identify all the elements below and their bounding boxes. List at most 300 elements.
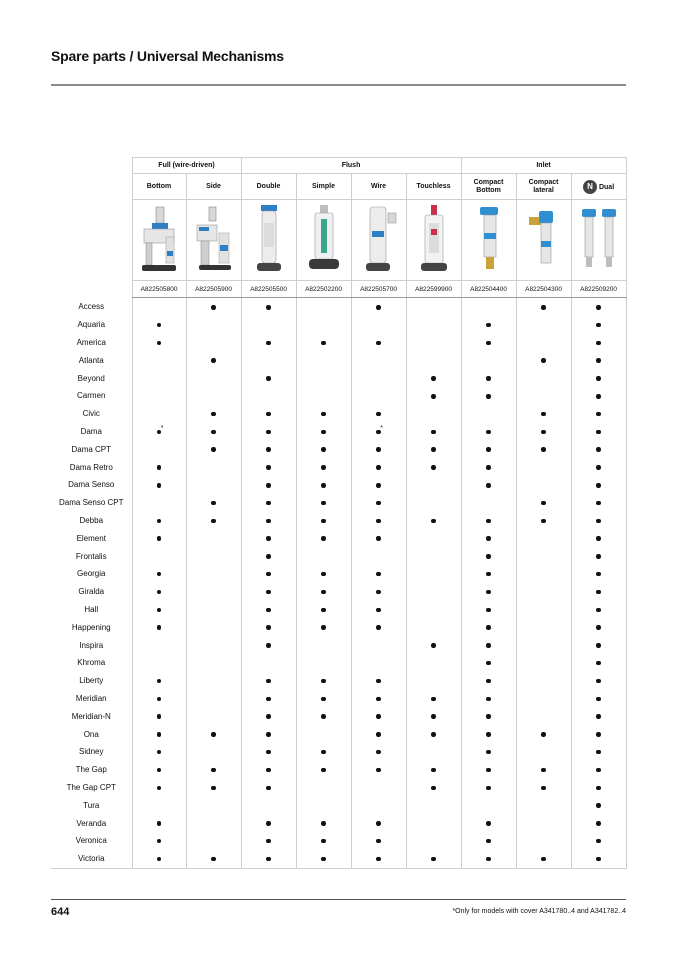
compat-cell (351, 636, 406, 654)
compat-cell (296, 796, 351, 814)
compatible-dot (157, 697, 162, 702)
compat-cell (351, 351, 406, 369)
compat-cell (516, 654, 571, 672)
compatible-dot (157, 536, 162, 541)
compat-cell (351, 707, 406, 725)
compat-cell (406, 743, 461, 761)
compat-cell (132, 796, 186, 814)
compat-cell (186, 743, 241, 761)
compat-cell (461, 672, 516, 690)
compat-cell (516, 512, 571, 530)
compatible-dot (266, 501, 271, 506)
compat-cell (296, 672, 351, 690)
compat-cell (132, 672, 186, 690)
compat-cell (571, 512, 626, 530)
compatible-dot (596, 643, 601, 648)
model-name: Dama Senso CPT (59, 498, 124, 508)
compatible-dot (266, 857, 271, 862)
compat-cell (296, 832, 351, 850)
compat-cell (516, 814, 571, 832)
bottom-divider (51, 899, 626, 900)
compatible-dot (596, 697, 601, 702)
compat-cell (241, 707, 296, 725)
compat-cell (132, 512, 186, 530)
compat-cell (241, 494, 296, 512)
compatible-dot (486, 750, 491, 755)
compat-cell (406, 387, 461, 405)
compatible-dot (321, 572, 326, 577)
table-row (51, 832, 626, 850)
compat-cell (571, 565, 626, 583)
compat-cell (516, 298, 571, 316)
compatible-dot (157, 768, 162, 773)
compat-cell (516, 440, 571, 458)
compat-cell (406, 601, 461, 619)
compat-cell (406, 547, 461, 565)
model-name: Carmen (77, 391, 106, 401)
compatible-dot (376, 857, 381, 862)
compat-cell (132, 316, 186, 334)
compatible-dot (157, 519, 162, 524)
product-code-side: A822505900 (186, 281, 241, 298)
compatible-dot (596, 341, 601, 346)
compatible-dot (486, 554, 491, 559)
compatible-dot (486, 590, 491, 595)
compatible-dot (321, 625, 326, 630)
compatible-dot (486, 430, 491, 435)
compat-cell (241, 529, 296, 547)
compatible-dot (596, 625, 601, 630)
compatible-dot (376, 501, 381, 506)
compat-cell (296, 636, 351, 654)
compat-cell (461, 761, 516, 779)
compatible-dot (486, 447, 491, 452)
compatible-dot (321, 341, 326, 346)
table-row (51, 547, 626, 565)
compat-cell (296, 476, 351, 494)
compat-cell (296, 334, 351, 352)
compatible-dot (541, 447, 546, 452)
compat-cell (351, 405, 406, 423)
compat-cell (516, 796, 571, 814)
compat-cell (516, 565, 571, 583)
compatible-dot (266, 679, 271, 684)
compatibility-table (51, 157, 627, 869)
compat-cell (186, 601, 241, 619)
compat-cell (132, 583, 186, 601)
compatible-dot (266, 697, 271, 702)
table-row (51, 814, 626, 832)
compat-cell (406, 636, 461, 654)
compat-cell (406, 298, 461, 316)
compatible-dot (211, 732, 216, 737)
compat-cell (241, 405, 296, 423)
compatible-dot (321, 412, 326, 417)
product-code-double: A822505500 (241, 281, 296, 298)
compatible-dot (266, 483, 271, 488)
compatible-dot (321, 714, 326, 719)
compat-cell (571, 796, 626, 814)
compat-cell (516, 601, 571, 619)
product-code-compact-lateral: A822504300 (516, 281, 571, 298)
compat-cell (296, 565, 351, 583)
compatible-dot (541, 519, 546, 524)
compat-cell (571, 316, 626, 334)
compat-cell (351, 814, 406, 832)
compat-cell (406, 458, 461, 476)
table-row (51, 512, 626, 530)
compatible-dot (266, 305, 271, 310)
table-row (51, 458, 626, 476)
table-row (51, 725, 626, 743)
compat-cell (406, 850, 461, 868)
table-row (51, 334, 626, 352)
compat-cell (241, 850, 296, 868)
compat-cell (296, 618, 351, 636)
compatible-dot (596, 714, 601, 719)
compatible-dot (211, 447, 216, 452)
compatible-dot (321, 430, 326, 435)
compat-cell (571, 583, 626, 601)
compat-cell (241, 423, 296, 441)
compat-cell (241, 316, 296, 334)
compatible-dot (596, 358, 601, 363)
compat-cell (186, 672, 241, 690)
compatible-dot (211, 786, 216, 791)
compat-cell (516, 316, 571, 334)
compat-cell (186, 850, 241, 868)
compatible-dot (596, 554, 601, 559)
compat-cell (516, 547, 571, 565)
compat-cell (186, 334, 241, 352)
compat-cell (571, 405, 626, 423)
model-name: Beyond (77, 373, 105, 383)
compat-cell (406, 529, 461, 547)
compat-cell (461, 654, 516, 672)
compatible-dot (596, 430, 601, 435)
footnote-marker: * (380, 424, 383, 432)
compat-cell (461, 423, 516, 441)
compatible-dot (321, 590, 326, 595)
compat-cell (132, 725, 186, 743)
compat-cell (571, 850, 626, 868)
column-header-simple: Simple (296, 174, 351, 200)
model-name: Meridian-N (71, 711, 111, 721)
compatible-dot (486, 536, 491, 541)
compat-cell (132, 351, 186, 369)
compat-cell (351, 476, 406, 494)
compat-cell (461, 779, 516, 797)
compat-cell (351, 387, 406, 405)
model-name: Hall (84, 604, 99, 614)
compat-cell (186, 725, 241, 743)
compat-cell (516, 369, 571, 387)
compatible-dot (157, 625, 162, 630)
model-name: Dama CPT (71, 444, 112, 454)
table-row (51, 387, 626, 405)
compat-cell (186, 298, 241, 316)
compat-cell (186, 529, 241, 547)
compat-cell (132, 547, 186, 565)
compatible-dot (596, 412, 601, 417)
compat-cell (516, 583, 571, 601)
compat-cell (132, 494, 186, 512)
compat-cell (461, 405, 516, 423)
compat-cell (516, 494, 571, 512)
compat-cell (132, 779, 186, 797)
product-code-wire: A822505700 (351, 281, 406, 298)
compat-cell (351, 618, 406, 636)
compatible-dot (431, 768, 436, 773)
compatible-dot (486, 376, 491, 381)
compatible-dot (157, 839, 162, 844)
compatible-dot (321, 483, 326, 488)
compat-cell (241, 690, 296, 708)
compatible-dot (211, 519, 216, 524)
compat-cell (571, 743, 626, 761)
compatible-dot (376, 424, 383, 435)
compatible-dot (596, 786, 601, 791)
compat-cell (351, 369, 406, 387)
compat-cell (571, 601, 626, 619)
compatible-dot (596, 483, 601, 488)
compat-cell (186, 458, 241, 476)
compat-cell (461, 334, 516, 352)
compat-cell (571, 725, 626, 743)
compat-cell (241, 796, 296, 814)
table-row (51, 529, 626, 547)
compat-cell (571, 761, 626, 779)
compat-cell (406, 583, 461, 601)
compatible-dot (376, 697, 381, 702)
compat-cell (132, 334, 186, 352)
compatible-dot (431, 714, 436, 719)
compat-cell (186, 832, 241, 850)
compat-cell (132, 761, 186, 779)
compatible-dot (486, 679, 491, 684)
product-image-bottom-valve (132, 200, 186, 281)
compat-cell (132, 529, 186, 547)
compatible-dot (266, 430, 271, 435)
model-name: Access (78, 302, 105, 312)
compat-cell (461, 796, 516, 814)
compatible-dot (596, 590, 601, 595)
compatible-dot (431, 697, 436, 702)
compat-cell (406, 405, 461, 423)
compat-cell (351, 601, 406, 619)
compatible-dot (486, 768, 491, 773)
compatible-dot (266, 465, 271, 470)
compat-cell (351, 334, 406, 352)
compatible-dot (486, 839, 491, 844)
compatible-dot (596, 536, 601, 541)
compat-cell (132, 387, 186, 405)
compat-cell (351, 512, 406, 530)
compatible-dot (376, 732, 381, 737)
compat-cell (406, 672, 461, 690)
compat-cell (296, 547, 351, 565)
model-name: America (76, 337, 106, 347)
compat-cell (461, 387, 516, 405)
table-row (51, 672, 626, 690)
model-name: Aquaria (77, 320, 106, 330)
compat-cell (571, 636, 626, 654)
compat-cell (241, 636, 296, 654)
compat-cell (132, 565, 186, 583)
table-row (51, 405, 626, 423)
compat-cell (516, 405, 571, 423)
compat-cell (516, 618, 571, 636)
compat-cell (241, 779, 296, 797)
compat-cell (186, 583, 241, 601)
compat-cell (241, 476, 296, 494)
compat-cell (351, 547, 406, 565)
product-image-row (51, 200, 626, 281)
compat-cell (351, 672, 406, 690)
compat-cell (296, 458, 351, 476)
compat-cell (296, 529, 351, 547)
compat-cell (186, 796, 241, 814)
table-row (51, 779, 626, 797)
compatible-dot (431, 376, 436, 381)
compat-cell (132, 618, 186, 636)
group-header-row (51, 158, 626, 174)
compatible-dot (157, 483, 162, 488)
group-header-inlet: Inlet (461, 158, 626, 174)
compat-cell (571, 351, 626, 369)
page-number: 644 (51, 906, 70, 918)
compat-cell (461, 850, 516, 868)
compatible-dot (486, 714, 491, 719)
compatible-dot (211, 501, 216, 506)
compat-cell (406, 476, 461, 494)
compat-cell (241, 725, 296, 743)
model-name: Dama (80, 426, 102, 436)
compatible-dot (321, 608, 326, 613)
page-title: Spare parts / Universal Mechanisms (51, 48, 284, 64)
compat-cell (571, 440, 626, 458)
column-header-compact-lateral: Compact lateral (516, 174, 571, 200)
table-row (51, 654, 626, 672)
column-header-bottom: Bottom (132, 174, 186, 200)
compatible-dot (431, 394, 436, 399)
compat-cell (186, 494, 241, 512)
compat-cell (296, 707, 351, 725)
compatible-dot (266, 821, 271, 826)
compat-cell (571, 547, 626, 565)
model-name: Khroma (77, 658, 106, 668)
compat-cell (241, 547, 296, 565)
compat-cell (571, 458, 626, 476)
compatible-dot (541, 857, 546, 862)
compat-cell (241, 618, 296, 636)
compat-cell (241, 512, 296, 530)
compat-cell (241, 761, 296, 779)
compat-cell (406, 334, 461, 352)
compat-cell (132, 850, 186, 868)
compat-cell (516, 672, 571, 690)
compat-cell (186, 547, 241, 565)
compat-cell (461, 707, 516, 725)
compat-cell (186, 351, 241, 369)
product-image-inlet-dual (571, 200, 626, 281)
compat-cell (571, 832, 626, 850)
compat-cell (351, 690, 406, 708)
column-header-dual: N Dual (571, 174, 626, 200)
compatible-dot (541, 501, 546, 506)
table-row (51, 351, 626, 369)
compatible-dot (596, 857, 601, 862)
column-header-compact-bottom: Compact Bottom (461, 174, 516, 200)
compat-cell (241, 601, 296, 619)
compat-cell (571, 369, 626, 387)
table-row (51, 476, 626, 494)
compat-cell (351, 832, 406, 850)
compat-cell (571, 618, 626, 636)
product-image-wire-valve (351, 200, 406, 281)
compat-cell (241, 832, 296, 850)
compatible-dot (431, 643, 436, 648)
compatible-dot (266, 786, 271, 791)
compat-cell (186, 636, 241, 654)
compat-cell (241, 369, 296, 387)
compatible-dot (157, 714, 162, 719)
compat-cell (571, 672, 626, 690)
compatible-dot (376, 679, 381, 684)
compat-cell (461, 494, 516, 512)
compat-cell (461, 583, 516, 601)
compat-cell (132, 690, 186, 708)
compat-cell (186, 779, 241, 797)
table-row (51, 850, 626, 868)
compatible-dot (321, 465, 326, 470)
product-image-inlet-bottom (461, 200, 516, 281)
compatible-dot (376, 768, 381, 773)
compatible-dot (266, 554, 271, 559)
compatible-dot (596, 821, 601, 826)
compatible-dot (321, 519, 326, 524)
compat-cell (241, 440, 296, 458)
compat-cell (571, 529, 626, 547)
model-name: Georgia (77, 569, 106, 579)
compatible-dot (321, 750, 326, 755)
compatible-dot (541, 412, 546, 417)
new-badge: N (583, 180, 597, 194)
compatible-dot (321, 501, 326, 506)
compat-cell (406, 512, 461, 530)
compatible-dot (266, 608, 271, 613)
compatible-dot (376, 590, 381, 595)
compat-cell (461, 316, 516, 334)
compatible-dot (321, 679, 326, 684)
compatible-dot (157, 323, 162, 328)
compatible-dot (157, 465, 162, 470)
compat-cell (186, 761, 241, 779)
compatible-dot (211, 358, 216, 363)
compat-cell (296, 316, 351, 334)
compat-cell (461, 298, 516, 316)
compat-cell (132, 601, 186, 619)
compatible-dot (596, 572, 601, 577)
compat-cell (241, 387, 296, 405)
compatible-dot (157, 572, 162, 577)
model-name: The Gap (75, 765, 107, 775)
compatible-dot (541, 768, 546, 773)
compat-cell (406, 796, 461, 814)
compatible-dot (431, 430, 436, 435)
group-header-flush: Flush (241, 158, 461, 174)
compatible-dot (266, 625, 271, 630)
